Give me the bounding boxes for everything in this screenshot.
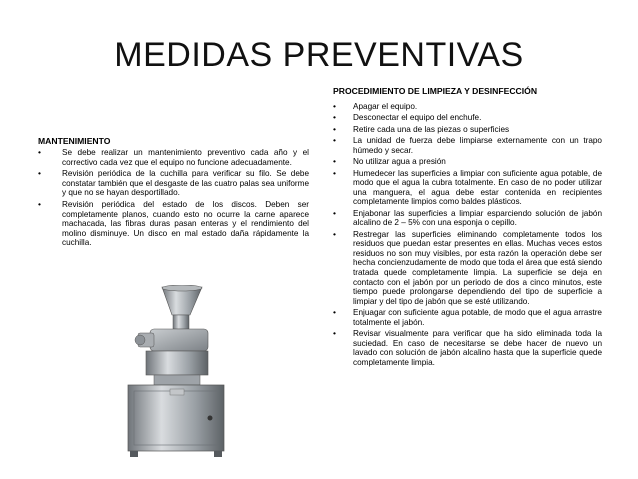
list-item: • Se debe realizar un mantenimiento preventivo cada año y el correctivo cada vez que el equipo no funcione adecuadamente. <box>38 148 309 167</box>
list-item: • La unidad de fuerza debe limpiarse externamente con un trapo húmedo y secar. <box>333 136 602 155</box>
mantenimiento-list <box>38 148 309 248</box>
mantenimiento-section <box>38 136 309 248</box>
procedimiento-heading: PROCEDIMIENTO DE LIMPIEZA Y DESINFECCIÓN <box>333 86 538 96</box>
list-item: • Restregar las superficies eliminando completamente todos los residuos que puedan estar presentes en ellas. Muchas veces estos residuos no son muy visibles, por esta razón la operación debe ser hecha concienzudamente de modo que toda el área que está siendo tratada quede completamente limpia. La superficie se deja en contacto con el jabón por un periodo de dos a cinco minutos, este tiempo puede prolongarse dependiendo del tipo de superficie a limpiar y del tipo de jabón que se esté utilizando. <box>333 230 602 307</box>
list-item: • Enjuagar con suficiente agua potable, de modo que el agua arrastre totalmente el jabón. <box>333 308 602 327</box>
procedimiento-section <box>333 86 602 368</box>
page-title: MEDIDAS PREVENTIVAS <box>114 36 524 74</box>
list-item: • Revisión periódica del estado de los discos. Deben ser completamente planos, cuando esto no ocurre la carne aparece machacada, las fibras duras pasan enteras y el rendimiento del molino disminuye. Un disco en mal estado daña rápidamente la cuchilla. <box>38 200 309 248</box>
meat-grinder-machine-icon <box>110 285 235 460</box>
list-item: • Retire cada una de las piezas o superficies <box>333 125 602 135</box>
list-item: • Apagar el equipo. <box>333 102 602 112</box>
mantenimiento-heading: MANTENIMIENTO <box>38 136 111 146</box>
list-item: • Revisar visualmente para verificar que ha sido eliminada toda la suciedad. En caso de necesitarse se debe hacer de nuevo un lavado con solución de jabón alcalino hasta que la superficie quede completamente limpia. <box>333 329 602 367</box>
list-item: • Humedecer las superficies a limpiar con suficiente agua potable, de modo que el agua la cubra totalmente. En caso de no poder utilizar una manguera, el agua debe estar contenida en recipientes completamente limpios como baldes plásticos. <box>333 169 602 207</box>
list-item: • Desconectar el equipo del enchufe. <box>333 113 602 123</box>
procedimiento-list <box>333 102 602 368</box>
list-item: • Revisión periódica de la cuchilla para verificar su filo. Se debe constatar también que el desgaste de las cuatro palas sea uniforme y que no se hayan desportillado. <box>38 169 309 198</box>
list-item: • No utilizar agua a presión <box>333 157 602 167</box>
list-item: • Enjabonar las superficies a limpiar esparciendo solución de jabón alcalino de 2 – 5% con una esponja o cepillo. <box>333 209 602 228</box>
